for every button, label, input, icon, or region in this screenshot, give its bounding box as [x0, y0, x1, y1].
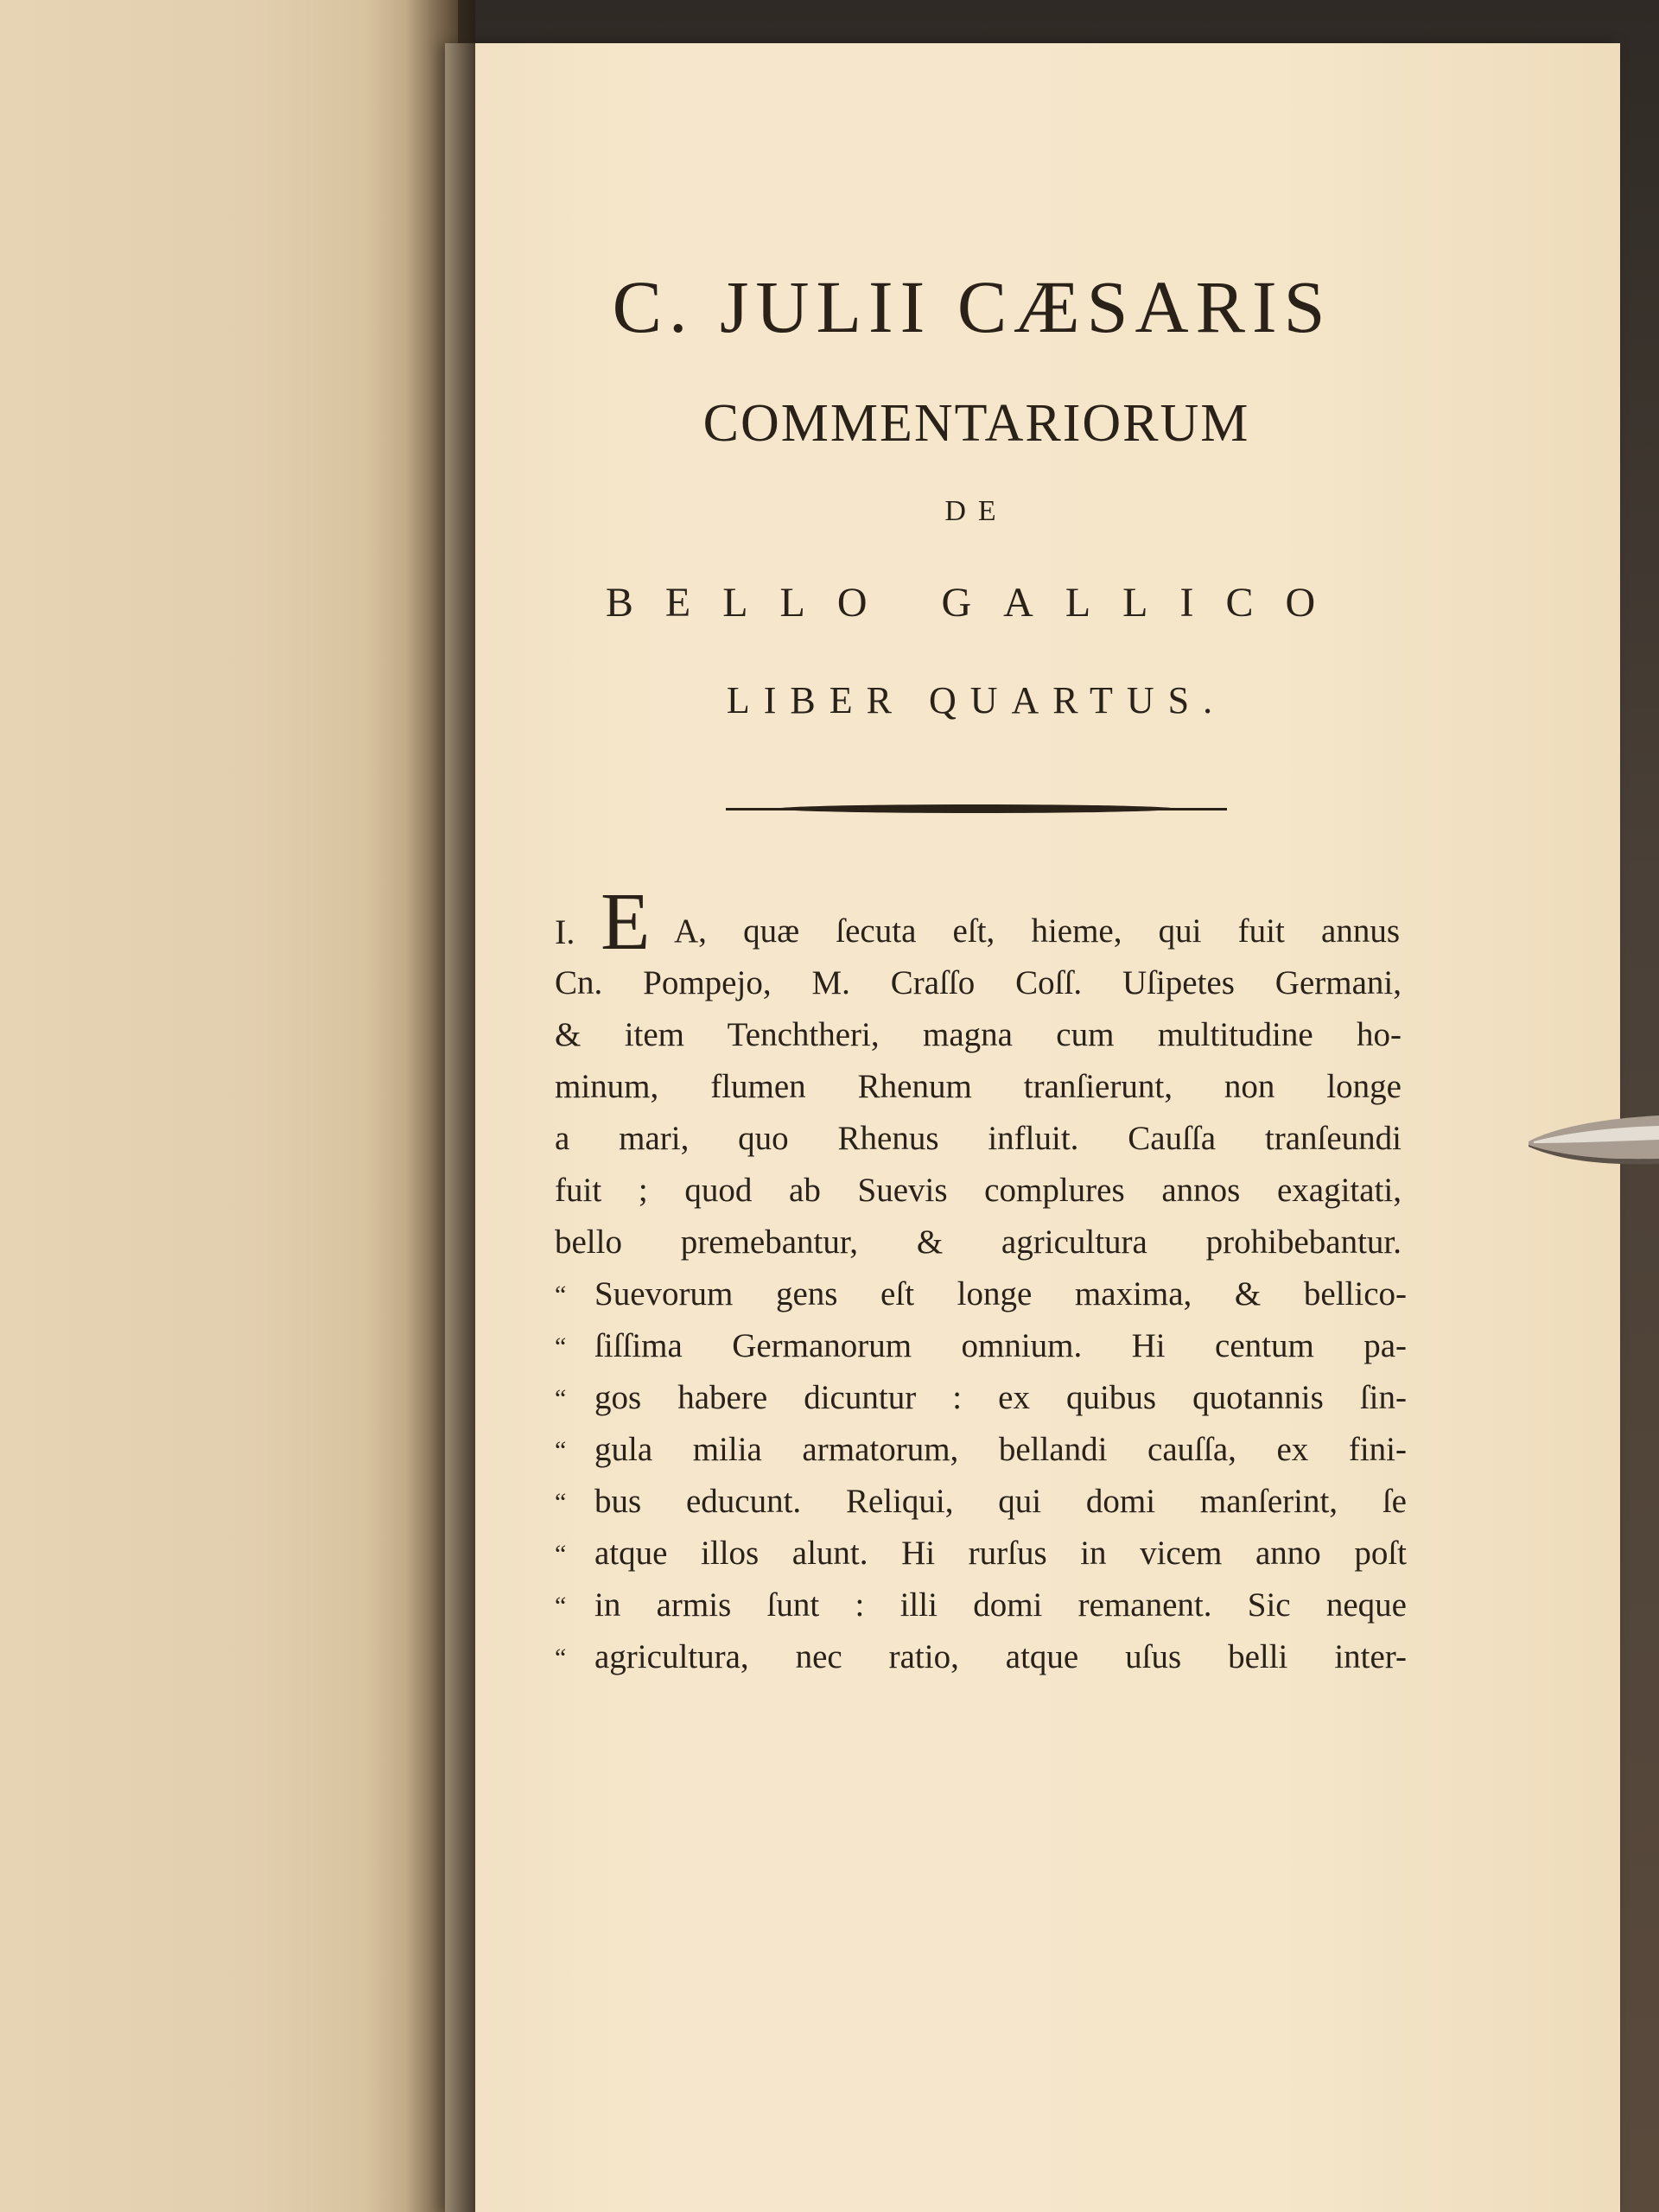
quoted-text-line: gula milia armatorum, bellandi cauſſa, ex fini- [594, 1431, 1407, 1468]
text-line: minum, flumen Rhenum tranſierunt, non longe [555, 1068, 1402, 1105]
quoted-text-line: in armis ſunt : illi domi remanent. Sic neque [594, 1586, 1407, 1624]
title-work: COMMENTARIORUM [702, 394, 1250, 453]
quotation-mark: “ [555, 1540, 567, 1568]
quoted-text-line: gos habere dicuntur : ex quibus quotannis ſin- [594, 1379, 1407, 1416]
quoted-text-line: bus educunt. Reliqui, qui domi manſerint, ſe [594, 1483, 1407, 1520]
book-gutter-shadow [406, 0, 475, 2212]
text-line: & item Tenchtheri, magna cum multitudine ho- [555, 1016, 1402, 1053]
quoted-text-line: ſiſſima Germanorum omnium. Hi centum pa- [594, 1327, 1407, 1364]
quoted-text-line: Suevorum gens eſt longe maxima, & bellico- [594, 1275, 1407, 1313]
quotation-mark: “ [555, 1384, 567, 1413]
quotation-mark: “ [555, 1592, 567, 1620]
page-clip-icon [1525, 1110, 1659, 1171]
title-subject: BELLO GALLICO [605, 580, 1348, 626]
quotation-mark: “ [555, 1488, 567, 1516]
title-book-number: LIBER QUARTUS. [726, 679, 1227, 721]
quotation-mark: “ [555, 1436, 567, 1465]
ornamental-rule-swell [778, 804, 1175, 813]
text-line: bello premebantur, & agricultura prohibebantur. [555, 1224, 1402, 1261]
title-author: C. JULII CÆSARIS [612, 265, 1332, 348]
quotation-mark: “ [555, 1643, 567, 1672]
quoted-text-line: agricultura, nec ratio, atque uſus belli inter- [594, 1638, 1407, 1675]
text-line: A, quæ ſecuta eſt, hieme, qui fuit annus [674, 912, 1400, 950]
quoted-text-line: atque illos alunt. Hi rurſus in vicem anno poſt [594, 1535, 1407, 1572]
quotation-mark: “ [555, 1332, 567, 1361]
section-number: I. [555, 912, 575, 951]
initial-capital: E [601, 877, 651, 967]
text-line: Cn. Pompejo, M. Craſſo Coſſ. Uſipetes Germani, [555, 964, 1402, 1001]
text-line: a mari, quo Rhenus influit. Cauſſa tranſeundi [555, 1120, 1402, 1157]
title-preposition: DE [944, 495, 1008, 527]
text-line: fuit ; quod ab Suevis complures annos exagitati, [555, 1172, 1402, 1209]
quotation-mark: “ [555, 1281, 567, 1309]
left-blank-page [0, 0, 458, 2212]
